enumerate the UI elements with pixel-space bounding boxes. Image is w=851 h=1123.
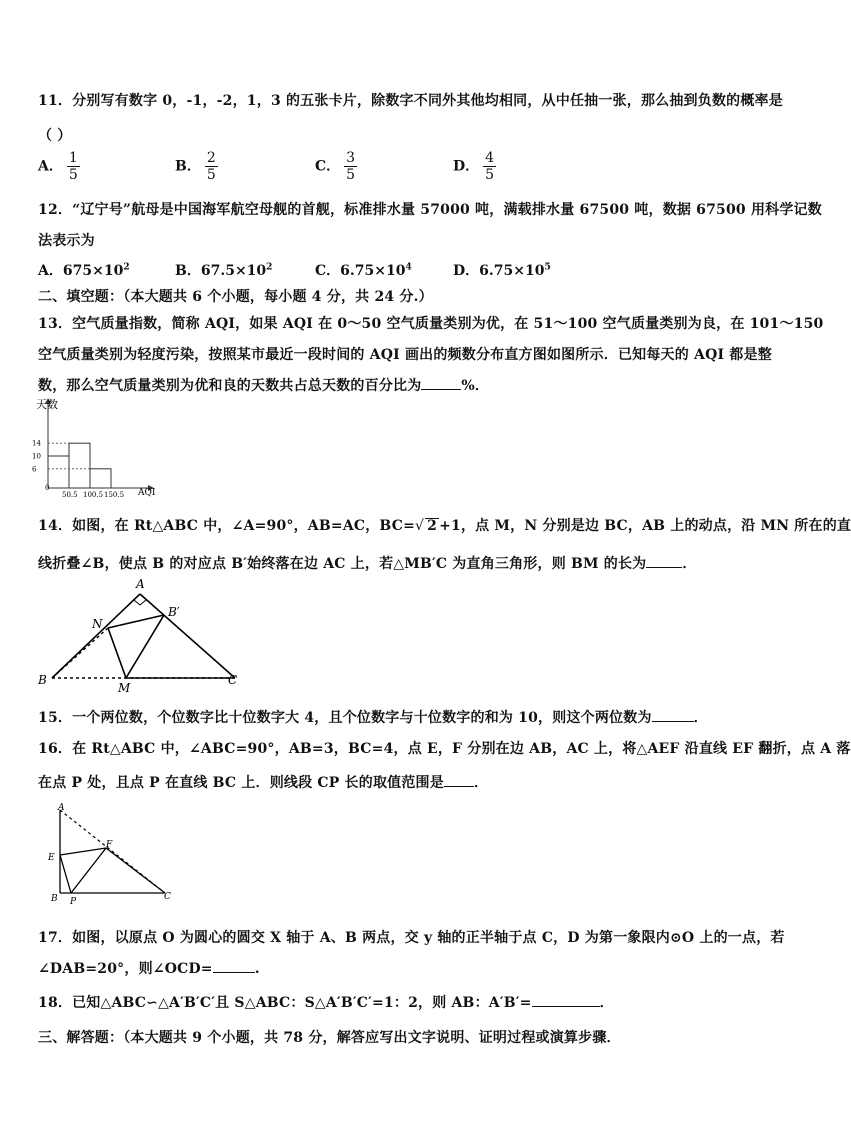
x-tick-label: 100.5 (83, 491, 104, 499)
section3-heading: 三、解答题：（本大题共 9 个小题，共 78 分，解答应写出文字说明、证明过程或演算步骤． (38, 1030, 621, 1046)
q11-paren: （ ） (38, 128, 72, 144)
q11-text: 11．分别写有数字 0，-1，-2，1，3 的五张卡片，除数字不同外其他均相同，从中任抽一张，那么抽到负数的概率是 (38, 93, 783, 109)
x-axis-label: AQI (138, 488, 156, 498)
y-tick-label: 10 (32, 452, 41, 461)
label-f: F (106, 840, 113, 850)
q12-option-a[interactable]: A．$675\times 10^2$ (38, 262, 130, 279)
answer-blank[interactable] (421, 377, 461, 390)
y-tick-label: 14 (32, 439, 41, 448)
option-label: D． (453, 158, 480, 175)
label-a: A (136, 577, 145, 591)
label-p: P (70, 897, 77, 907)
fraction: $\frac{2}{5}$ (206, 150, 216, 183)
q11-option-b[interactable] (175, 150, 218, 183)
q14-figure (30, 572, 250, 697)
q13-line1: 13．空气质量指数，简称 AQI，如果 AQI 在 0～50 空气质量类别为优，在 51～100 空气质量类别为良，在 101～150 (38, 316, 824, 332)
y-tick-label: 6 (32, 465, 37, 474)
answer-blank[interactable] (646, 555, 682, 568)
x-tick-label: 50.5 (62, 491, 78, 499)
q16-line1: 16．在 Rt△ABC 中，∠ABC=90°，AB=3，BC=4，点 E，F 分别在边 AB，AC 上，将△AEF 沿直线 EF 翻折，点 A 落 (38, 741, 851, 757)
q14-line1: 14．如图，在 Rt△ABC 中，∠A=90°，AB=AC，BC=√ 2 +1，点 M，N 分别是边 BC，AB 上的动点，沿 MN 所在的直 (38, 518, 851, 534)
q13-line3: 数，那么空气质量类别为优和良的天数共占总天数的百分比为 %． (38, 378, 490, 394)
histogram-bar-3 (90, 469, 111, 488)
option-label: C． (315, 158, 341, 175)
q11-option-c[interactable] (315, 150, 357, 183)
q16-figure (40, 800, 190, 910)
q17-line1: 17．如图，以原点 O 为圆心的圆交 X 轴于 A、B 两点，交 y 轴的正半轴于点 C，D 为第一象限内⊙O 上的一点，若 (38, 930, 785, 946)
answer-blank[interactable] (652, 709, 694, 722)
origin-label: 0 (45, 484, 50, 492)
fraction: $\frac{3}{5}$ (346, 150, 356, 183)
q11-option-d[interactable] (453, 150, 496, 183)
label-e: E (48, 853, 55, 863)
label-b: B (51, 894, 58, 904)
label-n: N (92, 617, 103, 631)
answer-blank[interactable] (532, 994, 600, 1007)
answer-blank[interactable] (213, 960, 255, 973)
q12-option-d[interactable]: D．$6.75\times 10^5$ (453, 262, 551, 279)
answer-blank[interactable] (444, 774, 474, 787)
label-b-prime: B′ (168, 605, 180, 619)
histogram-bar-2 (69, 443, 90, 488)
q16-line2: 在点 P 处，且点 P 在直线 BC 上．则线段 CP 长的取值范围是 ． (38, 775, 489, 791)
q14-line2: 线折叠∠B，使点 B 的对应点 B′始终落在边 AC 上，若△MB′C 为直角三角形，则 BM 的长为 ． (38, 556, 697, 572)
fraction: $\frac{1}{5}$ (68, 150, 78, 183)
fraction: $\frac{4}{5}$ (485, 150, 495, 183)
y-axis-label: 天数 (36, 398, 58, 411)
q15-line: 15．一个两位数，个位数字比十位数字大 4，且个位数字与十位数字的和为 10，则这个两位数为 ． (38, 710, 708, 726)
label-c: C (164, 892, 171, 902)
q12-option-b[interactable]: B．$67.5\times 10^2$ (175, 262, 273, 279)
q12-line2: 法表示为 (38, 233, 95, 249)
q17-line2: ∠DAB=20°，则∠OCD= . (38, 961, 260, 977)
label-a: A (58, 803, 65, 813)
x-tick-label: 150.5 (104, 491, 125, 499)
q11-option-a[interactable] (38, 150, 80, 183)
label-m: M (118, 681, 131, 695)
q12-line1: 12．“辽宁号”航母是中国海军航空母舰的首舰，标准排水量 57000 吨，满载排水量 67500 吨，数据 67500 用科学记数 (38, 202, 822, 218)
option-label: B． (175, 158, 201, 175)
q18-line: 18．已知△ABC∽△A′B′C′且 S△ABC：S△A′B′C′=1：2，则 AB：A′B′= ． (38, 995, 614, 1011)
aqi-histogram (30, 396, 170, 500)
histogram-bar-1 (48, 456, 69, 488)
label-b: B (38, 673, 47, 687)
label-c: C (228, 673, 238, 687)
option-label: A． (38, 158, 63, 175)
section2-heading: 二、填空题：（本大题共 6 个小题，每小题 4 分，共 24 分.） (38, 289, 433, 305)
q13-line2: 空气质量类别为轻度污染，按照某市最近一段时间的 AQI 画出的频数分布直方图如图所示．已知每天的 AQI 都是整 (38, 347, 772, 363)
q12-option-c[interactable]: C．$6.75\times 10^4$ (315, 262, 412, 279)
